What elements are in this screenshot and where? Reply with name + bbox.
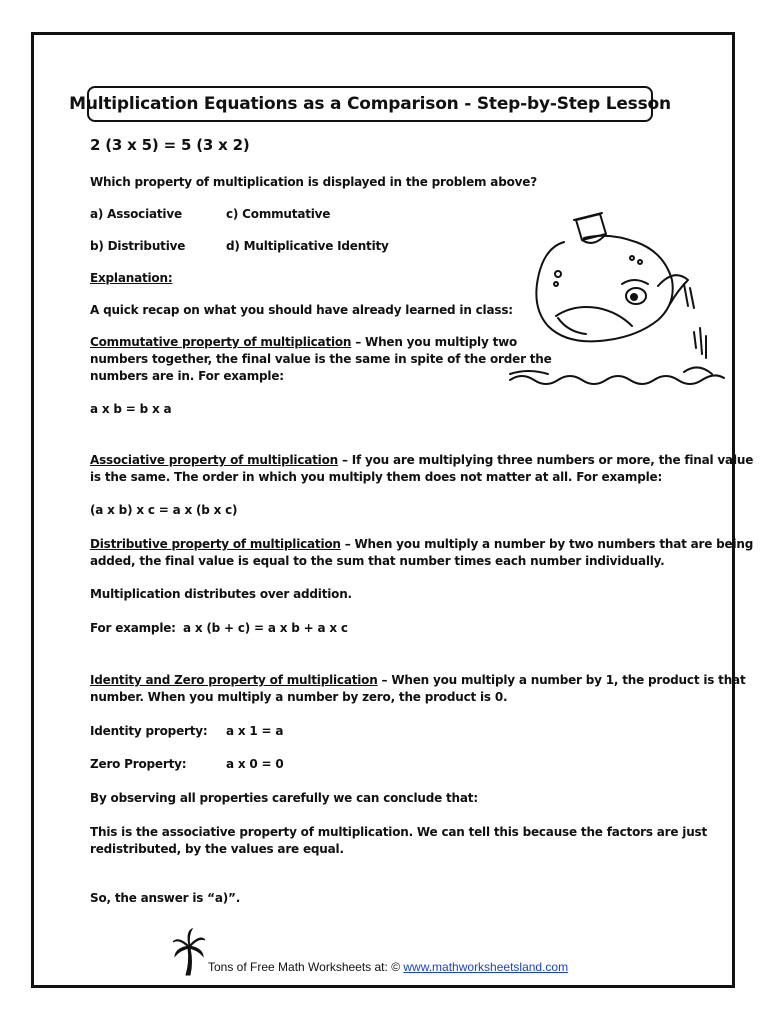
distributive-example: a x (b + c) = a x b + a x c	[183, 621, 348, 635]
identity-label: Identity property:	[90, 724, 208, 738]
distributive-desc1: – When you multiply a number by two numbers that are being	[340, 537, 754, 551]
page-title: Multiplication Equations as a Comparison - Step-by-Step Lesson	[69, 94, 671, 114]
question-text: Which property of multiplication is displayed in the problem above?	[90, 175, 537, 189]
distributive-term: Distributive property of multiplication	[90, 537, 341, 551]
identity-desc1: – When you multiply a number by 1, the product is that	[377, 673, 746, 687]
commutative-line2: numbers together, the final value is the same in spite of the order the	[90, 352, 552, 366]
commutative-line1	[90, 334, 517, 351]
associative-desc1: – If you are multiplying three numbers or more, the final value	[337, 453, 754, 467]
identity-line1	[90, 672, 745, 689]
identity-example: a x 1 = a	[226, 724, 284, 738]
choice-a: a) Associative	[90, 207, 182, 221]
commutative-term: Commutative property of multiplication	[90, 335, 352, 349]
palm-tree-icon	[172, 928, 206, 976]
footer-link[interactable]: www.mathworksheetsland.com	[403, 960, 569, 974]
commutative-example: a x b = b x a	[90, 402, 172, 416]
conclusion-intro: By observing all properties carefully we can conclude that:	[90, 791, 478, 805]
commutative-line3: numbers are in. For example:	[90, 369, 284, 383]
distributive-note: Multiplication distributes over addition.	[90, 587, 352, 601]
identity-zero-term: Identity and Zero property of multiplication	[90, 673, 378, 687]
whale-illustration	[508, 208, 726, 394]
choice-d: d) Multiplicative Identity	[226, 239, 389, 253]
recap-text: A quick recap on what you should have already learned in class:	[90, 303, 513, 317]
distributive-example-label: For example:	[90, 621, 176, 635]
zero-example: a x 0 = 0	[226, 757, 284, 771]
explanation-heading: Explanation:	[90, 271, 173, 285]
answer-text: So, the answer is “a)”.	[90, 891, 241, 905]
choice-c: c) Commutative	[226, 207, 331, 221]
associative-example: (a x b) x c = a x (b x c)	[90, 503, 238, 517]
footer-label: Tons of Free Math Worksheets at: ©	[208, 960, 404, 974]
choice-b: b) Distributive	[90, 239, 186, 253]
conclusion-line1: This is the associative property of multiplication. We can tell this because the factors are just	[90, 825, 708, 839]
associative-line1	[90, 452, 753, 469]
associative-term: Associative property of multiplication	[90, 453, 338, 467]
identity-line2: number. When you multiply a number by zero, the product is 0.	[90, 690, 508, 704]
conclusion-line2: redistributed, by the values are equal.	[90, 842, 344, 856]
commutative-desc1: – When you multiply two	[351, 335, 518, 349]
distributive-line1	[90, 536, 753, 553]
zero-label: Zero Property:	[90, 757, 187, 771]
title-box	[69, 86, 671, 122]
footer	[172, 928, 612, 978]
problem-equation: 2 (3 x 5) = 5 (3 x 2)	[90, 136, 250, 154]
footer-text	[208, 960, 568, 974]
distributive-line2: added, the final value is equal to the sum that number times each number individually.	[90, 554, 665, 568]
associative-line2: is the same. The order in which you multiply them does not matter at all. For example:	[90, 470, 663, 484]
